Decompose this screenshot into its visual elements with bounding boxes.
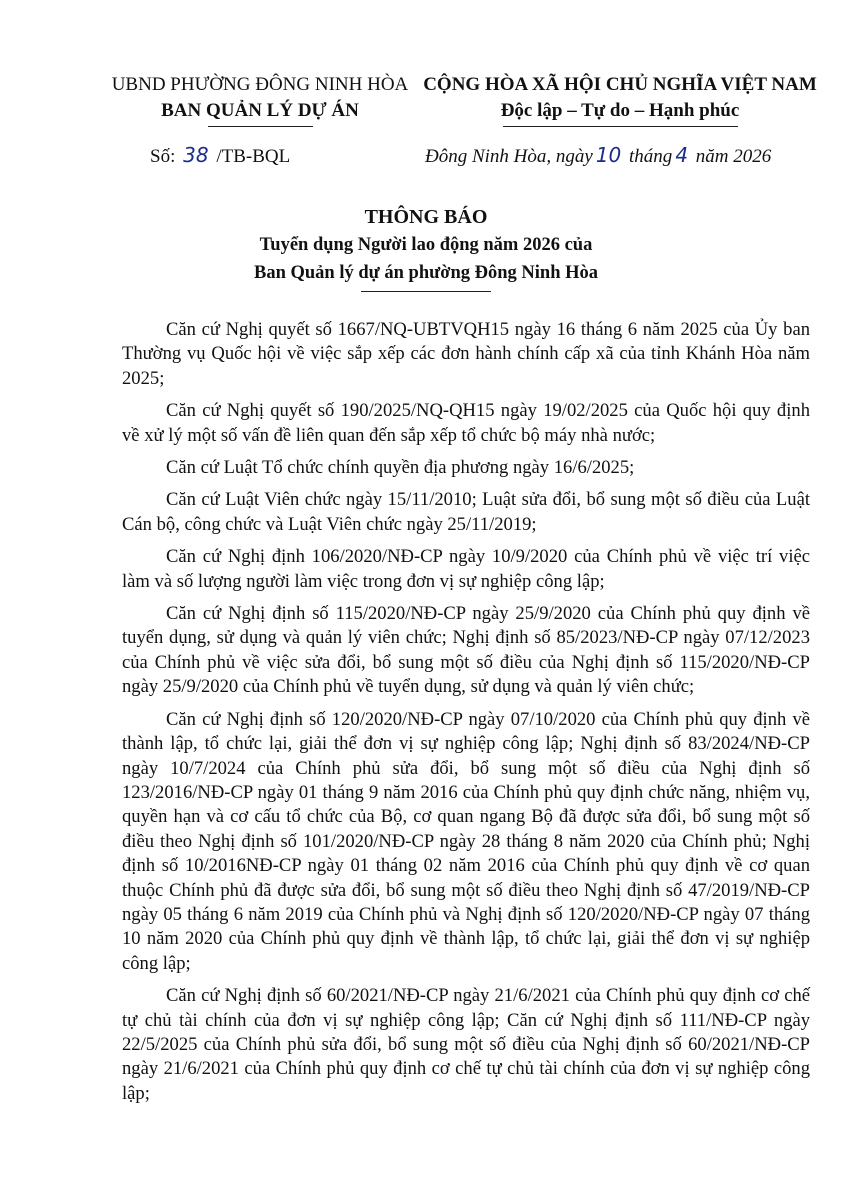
date-month-label: tháng xyxy=(629,146,673,167)
document-body xyxy=(122,318,810,1114)
document-date xyxy=(425,143,771,168)
legal-basis-paragraph: Căn cứ Nghị định số 60/2021/NĐ-CP ngày 21/6/2021 của Chính phủ quy định cơ chế tự chủ tài chính của đơn vị sự nghiệp công lập; Căn cứ Nghị định số 111/NĐ-CP ngày 22/5/2025 của Chính phủ sửa đổi, bổ sung một số điều của Nghị định số 60/2021/NĐ-CP ngày 21/6/2021 của Chính phủ quy định cơ chế tự chủ tài chính của đơn vị sự nghiệp công lập; xyxy=(122,985,810,1104)
agency-name: BAN QUẢN LÝ DỰ ÁN xyxy=(161,100,359,121)
document-subtitle-line1: Tuyển dụng Người lao động năm 2026 của xyxy=(259,235,593,255)
document-number-handwritten: 38 xyxy=(183,143,209,167)
motto: Độc lập – Tự do – Hạnh phúc xyxy=(500,100,740,121)
legal-basis-paragraph: Căn cứ Nghị định số 120/2020/NĐ-CP ngày 07/10/2020 của Chính phủ quy định về thành lập, tổ chức lại, giải thể đơn vị sự nghiệp công lập; Nghị định số 83/2024/NĐ-CP ngày 10/7/2024 của Chính phủ sửa đổi, bổ sung một số điều của Nghị định số 123/2016/NĐ-CP ngày 01 tháng 9 năm 2016 của Chính phủ quy định chức năng, nhiệm vụ, quyền hạn và cơ cấu tổ chức của Bộ, cơ quan ngang Bộ đã được sửa đổi, bổ sung một số điều theo Nghị định số 101/2020/NĐ-CP ngày 28 tháng 8 năm 2020 của Chính phủ; Nghị định số 10/2016NĐ-CP ngày 01 tháng 02 năm 2016 của Chính phủ quy định về cơ quan thuộc Chính phủ đã được sửa đổi, bổ sung một số điều theo Nghị định số 47/2019/NĐ-CP ngày 05 tháng 6 năm 2019 của Chính phủ và Nghị định số 120/2020/NĐ-CP ngày 07 tháng 10 năm 2020 của Chính phủ quy định về thành lập, tổ chức lại, giải thể đơn vị sự nghiệp công lập; xyxy=(122,708,810,974)
issuing-agency-block xyxy=(95,72,425,127)
agency-underline xyxy=(208,126,313,127)
legal-basis-paragraph: Căn cứ Luật Viên chức ngày 15/11/2010; Luật sửa đổi, bổ sung một số điều của Luật Cán bộ, công chức và Luật Viên chức ngày 25/11/2019; xyxy=(122,489,810,535)
legal-basis-paragraph: Căn cứ Luật Tổ chức chính quyền địa phương ngày 16/6/2025; xyxy=(166,457,635,479)
agency-parent: UBND PHƯỜNG ĐÔNG NINH HÒA xyxy=(111,74,409,95)
document-subtitle-line2: Ban Quản lý dự án phường Đông Ninh Hòa xyxy=(254,263,598,283)
legal-basis-paragraph: Căn cứ Nghị định 106/2020/NĐ-CP ngày 10/9/2020 của Chính phủ về việc trí việc làm và số lượng người làm việc trong đơn vị sự nghiệp công lập; xyxy=(122,546,810,592)
document-number-prefix: Số: xyxy=(150,146,181,167)
date-place: Đông Ninh Hòa, ngày xyxy=(425,146,593,167)
document-number-suffix: /TB-BQL xyxy=(211,146,291,167)
national-motto-block xyxy=(420,72,820,127)
legal-basis-paragraph: Căn cứ Nghị quyết số 1667/NQ-UBTVQH15 ngày 16 tháng 6 năm 2025 của Ủy ban Thường vụ Quốc hội về việc sắp xếp các đơn hành chính cấp xã của tỉnh Khánh Hòa năm 2025; xyxy=(122,319,810,389)
document-title: THÔNG BÁO xyxy=(364,206,488,228)
legal-basis-paragraph: Căn cứ Nghị định số 115/2020/NĐ-CP ngày 25/9/2020 của Chính phủ quy định về tuyển dụng, sử dụng và quản lý viên chức; Nghị định số 85/2023/NĐ-CP ngày 07/12/2023 của Chính phủ về việc sửa đổi, bổ sung một số điều của Nghị định số 115/2020/NĐ-CP ngày 25/9/2020 của Chính phủ về tuyển dụng, sử dụng và quản lý viên chức; xyxy=(122,603,810,698)
motto-underline xyxy=(503,126,738,127)
document-number xyxy=(150,143,290,168)
date-day-handwritten: 10 xyxy=(595,143,622,167)
legal-basis-paragraph: Căn cứ Nghị quyết số 190/2025/NQ-QH15 ngày 19/02/2025 của Quốc hội quy định về xử lý một số vấn đề liên quan đến sắp xếp tổ chức bộ máy nhà nước; xyxy=(122,400,810,446)
date-year: năm 2026 xyxy=(695,146,772,167)
document-title-block xyxy=(0,203,852,292)
date-month-handwritten: 4 xyxy=(675,143,689,167)
title-underline xyxy=(361,291,491,292)
country-name: CỘNG HÒA XÃ HỘI CHỦ NGHĨA VIỆT NAM xyxy=(423,74,817,95)
